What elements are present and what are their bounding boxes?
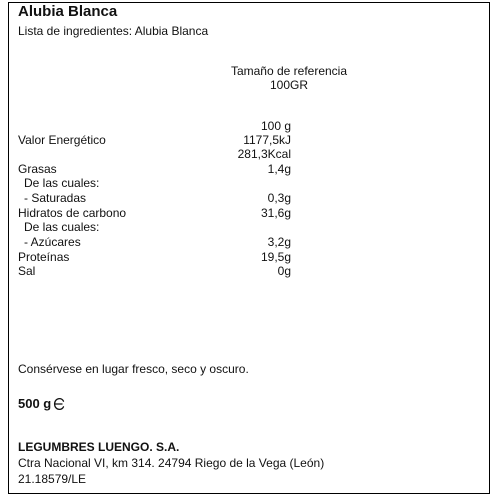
storage-instructions: Consérvese en lugar fresco, seco y oscuro. [18, 362, 249, 376]
nutrient-label: Proteínas [18, 250, 70, 264]
nutrient-value: 19,5g [260, 250, 291, 264]
nutrient-label: De las cuales: [24, 176, 100, 190]
nutrient-value: 1177,5kJ [243, 133, 291, 147]
nutrient-label: Sal [18, 264, 36, 278]
nutrition-row-salt [9, 264, 491, 278]
product-title: Alubia Blanca [18, 3, 118, 20]
nutrient-label: Grasas [18, 162, 57, 176]
net-weight-value: 500 g [18, 396, 52, 411]
company-name: LEGUMBRES LUENGO. S.A. [18, 440, 180, 454]
nutrient-value: 0g [277, 264, 291, 278]
reference-size-unit: 100GR [269, 78, 309, 92]
nutrition-row-sugars [9, 235, 491, 249]
company-address: Ctra Nacional VI, km 314. 24794 Riego de la Vega (León) [18, 456, 325, 470]
nutrient-value: 1,4g [267, 162, 291, 176]
nutrient-label: Hidratos de carbono [18, 206, 127, 220]
net-weight [18, 396, 65, 411]
nutrition-row-energy-kj [9, 133, 491, 147]
nutrient-value: 0,3g [267, 191, 291, 205]
estimated-e-mark-icon [53, 397, 65, 411]
nutrient-label: Valor Energético [18, 133, 106, 147]
per-100g-header [9, 119, 491, 133]
nutrition-label-card [8, 2, 490, 494]
nutrition-row-fat [9, 162, 491, 176]
nutrient-label: - Azúcares [24, 235, 81, 249]
nutrition-row-carbohydrates [9, 206, 491, 220]
nutrition-row-protein [9, 250, 491, 264]
ingredients-list: Lista de ingredientes: Alubia Blanca [18, 24, 209, 38]
nutrition-row-saturated [9, 191, 491, 205]
nutrient-label: - Saturadas [24, 191, 87, 205]
nutrient-value: 3,2g [267, 235, 291, 249]
nutrition-row-energy-kcal [9, 147, 491, 161]
nutrition-row-fat-of-which [9, 176, 491, 190]
nutrient-value: 281,3Kcal [237, 147, 291, 161]
company-registry-number: 21.18579/LE [18, 472, 87, 486]
nutrition-row-carbs-of-which [9, 220, 491, 234]
nutrient-value: 31,6g [260, 206, 291, 220]
reference-size-title: Tamaño de referencia [230, 64, 348, 78]
nutrient-label: De las cuales: [24, 220, 100, 234]
per-100g-label: 100 g [260, 119, 291, 133]
